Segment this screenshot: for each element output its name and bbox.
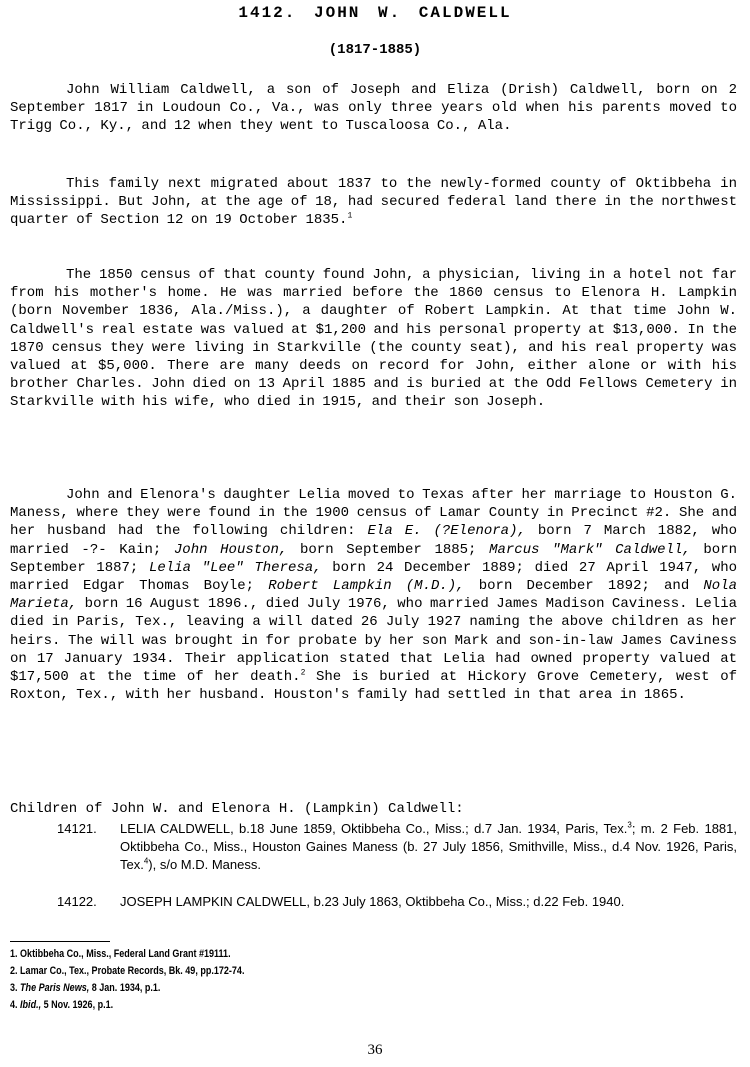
child-number: 14122.	[57, 894, 97, 909]
child-text-john-houston: born September 1885;	[287, 541, 490, 558]
footnote-number: 3.	[10, 982, 18, 994]
footnote-text: 8 Jan. 1934, p.1.	[89, 982, 161, 994]
footnote-2	[10, 963, 502, 980]
footnote-ref-2: 2	[300, 668, 306, 678]
footnote-source-title: Ibid.,	[20, 999, 42, 1011]
child-entry-14121	[57, 820, 737, 875]
child-name-nola: Nola Marieta,	[10, 578, 737, 613]
paragraph-4-intro: John and Elenora's daughter Lelia moved to Texas after her marriage to Houston G. Maness, where they were found in the 1900 census of Lamar County in Precinct #2. She and her husband had the following children:	[10, 487, 737, 540]
child-number: 14121.	[57, 821, 97, 836]
child-text-nola: born 16 August 1896., died July 1976, who married James Madison Caviness. Lelia died in Paris, Tex., leaving a will dated 26 July 1927 naming the above children as her heirs. The will was brought in for probate by her son Mark and son-in-law James Caviness on 17 January 1934. Their application stated that Lelia had owned property valued at $17,500 at the time of her death.	[10, 596, 737, 686]
page-number: 36	[367, 1042, 383, 1058]
footnote-4	[10, 997, 502, 1014]
child-name-john-houston: John Houston,	[173, 541, 288, 558]
child-name-marcus: Marcus "Mark" Caldwell,	[489, 541, 691, 558]
page-title: 1412. JOHN W. CALDWELL	[238, 4, 512, 22]
child-text-a: JOSEPH LAMPKIN CALDWELL, b.23 July 1863, Oktibbeha Co., Miss.; d.22 Feb. 1940.	[120, 894, 625, 909]
footnote-number: 2.	[10, 965, 18, 977]
paragraph-3-text: The 1850 census of that county found John, a physician, living in a hotel not far from his mother's home. He was married before the 1860 census to Elenora H. Lampkin (born November 1836, Ala./Miss.), a daughter of Robert Lampkin. At that time John W. Caldwell's real estate was valued at $1,200 and his personal property at $13,000. In the 1870 census they were living in Starkville (the county seat), and his real property was valued at $5,000. There are many deeds on record for John, either alone or with his brother Charles. John died on 13 April 1885 and is buried at the Odd Fellows Cemetery in Starkville with his wife, who died in 1915, and their son Joseph.	[10, 267, 737, 411]
footnote-text: Lamar Co., Tex., Probate Records, Bk. 49, pp.172-74.	[20, 965, 245, 977]
child-text-c: ), s/o M.D. Maness.	[148, 857, 261, 873]
paragraph-3	[10, 266, 737, 412]
footnote-ref-4: 4	[143, 857, 149, 867]
footnote-text: 5 Nov. 1926, p.1.	[41, 999, 114, 1011]
footnote-source-title: The Paris News,	[20, 982, 90, 994]
child-text-lelia: born 24 December 1889; died 27 April 1947, who married Edgar Thomas Boyle;	[10, 559, 738, 595]
footnote-ref-1: 1	[347, 211, 353, 221]
child-name-ela: Ela E. (?Elenora),	[367, 523, 526, 540]
footnote-number: 1.	[10, 948, 18, 960]
life-dates: (1817-1885)	[328, 42, 422, 58]
child-name-lelia: Lelia "Lee" Theresa,	[149, 559, 322, 576]
footnote-1	[10, 946, 502, 963]
footnote-ref-3: 3	[627, 820, 632, 830]
child-text-b: ; m. 2 Feb. 1881, Oktibbeha Co., Miss., Houston Gaines Maness (b. 27 July 1856, Smithville, Miss., d.4 Nov. 1926, Paris, Tex.	[120, 821, 737, 873]
paragraph-1-text: John William Caldwell, a son of Joseph and Eliza (Drish) Caldwell, born on 2 September 1817 in Loudoun Co., Va., was only three years old when his parents moved to Trigg Co., Ky., and 12 when they went to Tuscaloosa Co., Ala.	[10, 82, 737, 135]
child-text-a: LELIA CALDWELL, b.18 June 1859, Oktibbeha Co., Miss.; d.7 Jan. 1934, Paris, Tex.	[120, 821, 628, 836]
child-text-robert: born December 1892; and	[464, 578, 704, 595]
child-entry-14122	[57, 893, 737, 911]
child-text-ela: born 7 March 1882, who married -?- Kain;	[10, 523, 737, 558]
footnotes	[10, 946, 502, 1014]
paragraph-1	[10, 81, 737, 136]
child-text-marcus: born September 1887;	[10, 541, 738, 576]
paragraph-2-text: This family next migrated about 1837 to the newly-formed county of Oktibbeha in Mississippi. But John, at the age of 18, had secured federal land there in the northwest quarter of Section 12 on 19 October 1835.	[10, 176, 737, 229]
paragraph-2	[10, 175, 737, 230]
footnote-divider	[10, 941, 110, 942]
footnote-3	[10, 980, 502, 997]
child-name-robert: Robert Lampkin (M.D.),	[268, 578, 465, 595]
footnote-number: 4.	[10, 999, 18, 1011]
children-heading: Children of John W. and Elenora H. (Lampkin) Caldwell:	[10, 801, 464, 817]
paragraph-4-end: She is buried at Hickory Grove Cemetery, west of Roxton, Tex., with her husband. Houston's family had settled in that area in 1865.	[10, 669, 738, 704]
paragraph-4	[10, 486, 737, 704]
footnote-text: Oktibbeha Co., Miss., Federal Land Grant #19111.	[20, 948, 231, 960]
